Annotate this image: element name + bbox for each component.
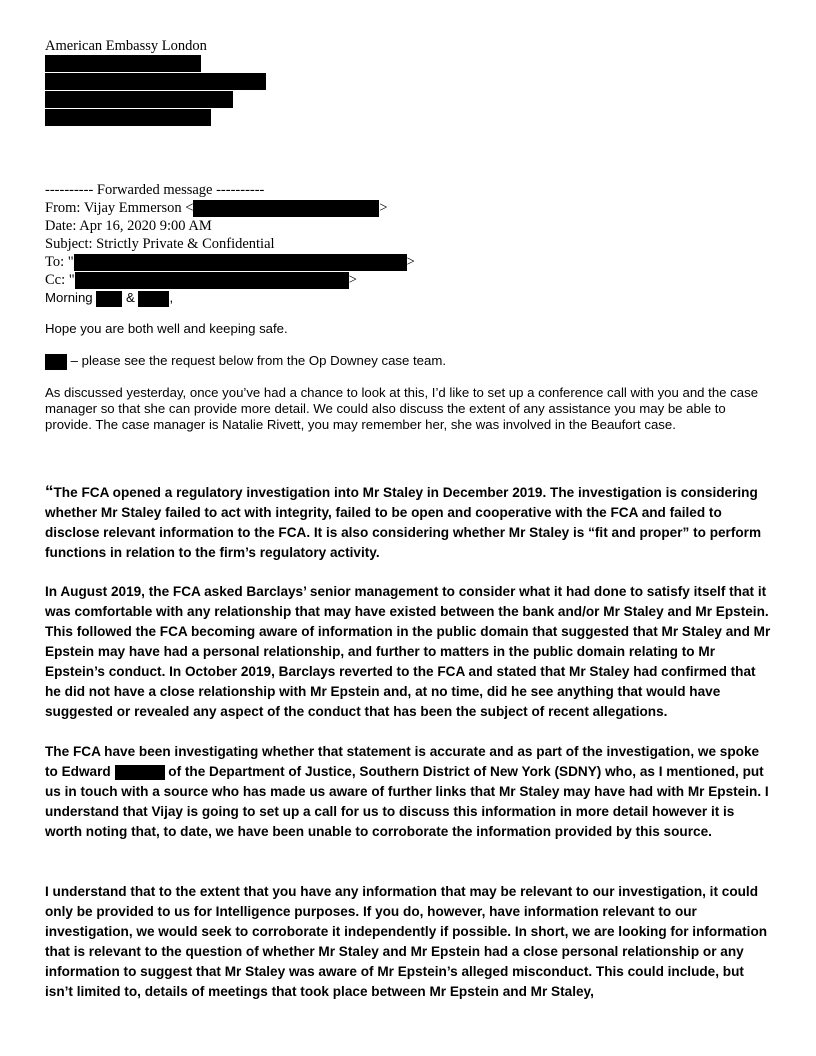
greeting-comma: ,	[169, 290, 174, 305]
redaction-bar	[96, 291, 122, 307]
hope-line: Hope you are both well and keeping safe.	[45, 321, 288, 336]
redaction-bar	[45, 55, 201, 72]
redaction-bar	[75, 272, 349, 289]
redaction-bar	[45, 73, 266, 90]
to-label: To: "	[45, 254, 74, 270]
quote-paragraph-4: I understand that to the extent that you have any information that may be relevant to our investigation, it could only be provided to us for Intelligence purposes. If you do, however, have information relevant to our investigation, we would seek to corroborate it independently if possible. In short, we are looking for information that is relevant to the question of whether Mr Staley and Mr Epstein had a close personal relationship or any information to suggest that Mr Staley was aware of Mr Epstein’s alleged misconduct. This could include, but isn’t limited to, details of meetings that took place between Mr Epstein and Mr Staley,	[45, 884, 768, 999]
greeting-word: Morning	[45, 290, 93, 305]
request-line	[45, 353, 446, 370]
forwarded-line: ---------- Forwarded message ----------	[45, 182, 265, 198]
quote-paragraph-3	[45, 742, 773, 842]
to-line	[45, 253, 415, 271]
redaction-bar	[45, 354, 67, 370]
quote-paragraph-1	[45, 482, 773, 563]
letterhead-org: American Embassy London	[45, 38, 207, 54]
quote-open-mark: “	[45, 482, 54, 501]
subject-line: Subject: Strictly Private & Confidential	[45, 236, 275, 252]
cc-line	[45, 271, 357, 289]
quote-paragraph-2: In August 2019, the FCA asked Barclays’ senior management to consider what it had done to satisfy itself that it was comfortable with any relationship that may have existed between the bank and/or Mr Staley and Mr Epstein. This followed the FCA becoming aware of information in the public domain that suggested that Mr Staley and Mr Epstein may have had a personal relationship, and further to matters in the public domain relating to Mr Epstein’s conduct. In October 2019, Barclays reverted to the FCA and stated that Mr Staley had confirmed that he did not have a close relationship with Mr Epstein and, at no time, did he see anything that would have suggested or revealed any aspect of the conduct that has been the subject of recent allegations.	[45, 584, 771, 719]
greeting-amp: &	[126, 290, 135, 305]
redaction-bar	[193, 200, 379, 217]
from-line	[45, 199, 388, 217]
quote-p3-text-a: The FCA have been investigating whether that statement is accurate and as part of the investigation, we spoke to Edward	[45, 744, 760, 779]
quote-p1-text: The FCA opened a regulatory investigation into Mr Staley in December 2019. The investigation is considering whether Mr Staley failed to act with integrity, failed to be open and cooperative with the FCA and failed to disclose relevant information to the FCA. It is also considering whether Mr Staley is “fit and proper” to perform functions in relation to the firm’s regulatory activity.	[45, 485, 762, 560]
date-line: Date: Apr 16, 2020 9:00 AM	[45, 218, 212, 234]
redaction-bar	[115, 765, 165, 780]
from-label: From: Vijay Emmerson <	[45, 200, 194, 216]
to-close: >	[406, 254, 415, 270]
redaction-bar	[138, 291, 169, 307]
redaction-bar	[45, 109, 211, 126]
cc-label: Cc: "	[45, 272, 75, 288]
greeting	[45, 290, 173, 307]
discussed-paragraph: As discussed yesterday, once you’ve had a chance to look at this, I’d like to set up a conference call with you and the case manager so that she can provide more detail. We could also discuss the extent of any assistance you may be able to provide. The case manager is Natalie Rivett, you may remember her, she was involved in the Beaufort case.	[45, 385, 759, 432]
quote-p3-text-b: of the Department of Justice, Southern District of New York (SDNY) who, as I mentioned, put us in touch with a source who has made us aware of further links that Mr Staley may have had with Mr Epstein. I understand that Vijay is going to set up a call for us to discuss this information in more detail however it is worth noting that, to date, we have been unable to corroborate the information provided by this source.	[45, 764, 769, 839]
request-text: – please see the request below from the Op Downey case team.	[70, 353, 446, 368]
redaction-bar	[45, 91, 233, 108]
redaction-bar	[74, 254, 407, 271]
from-close: >	[379, 200, 388, 216]
cc-close: >	[348, 272, 357, 288]
